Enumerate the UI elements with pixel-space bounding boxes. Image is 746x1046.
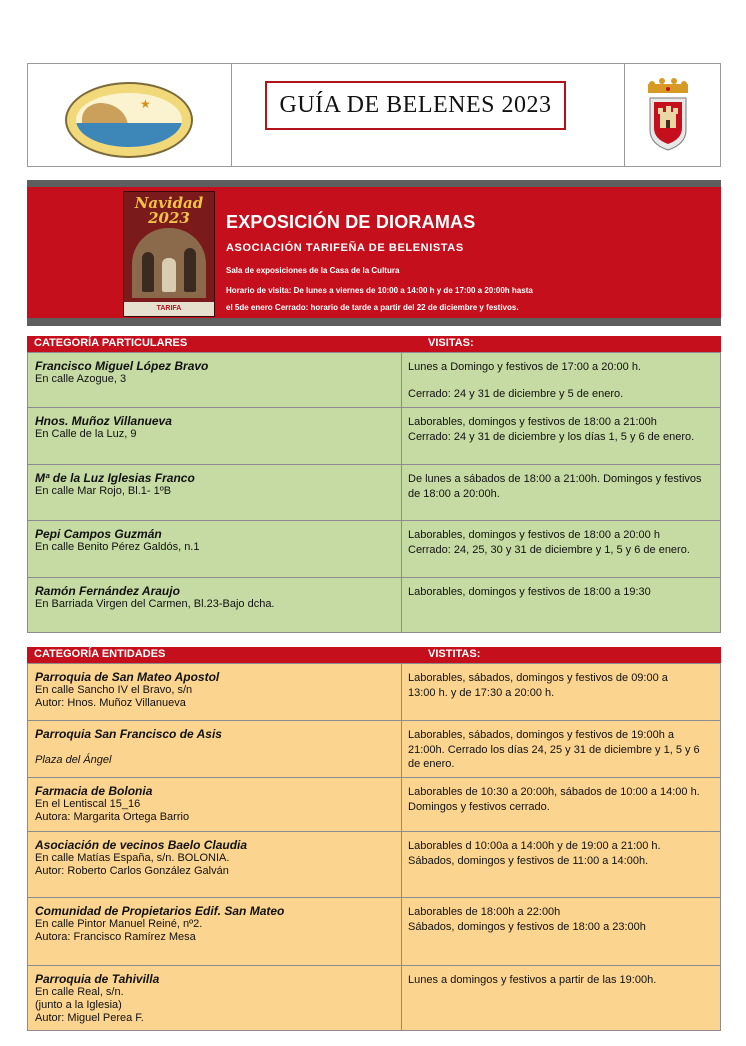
visit-hours-cell xyxy=(402,966,720,1030)
visit-hours xyxy=(408,375,714,387)
location-address: En Calle de la Luz, 9 xyxy=(35,428,137,440)
location-cell xyxy=(28,778,402,831)
coat-of-arms-icon xyxy=(640,78,696,154)
location-address: Autor: Roberto Carlos González Galván xyxy=(35,865,229,877)
table-row xyxy=(28,520,720,577)
visit-hours: Laborables de 10:30 a 20:00h, sábados de 10:00 a 14:00 h. xyxy=(408,786,700,798)
table-row xyxy=(28,831,720,897)
visit-hours: Lunes a Domingo y festivos de 17:00 a 20:00 h. xyxy=(408,361,641,373)
location-name: Francisco Miguel López Bravo xyxy=(35,359,209,373)
table-row xyxy=(28,720,720,777)
banner-venue: Sala de exposiciones de la Casa de la Cultura xyxy=(226,266,400,275)
visit-hours: 21:00h. Cerrado los días 24, 25 y 31 de diciembre y 1, 5 y 6 xyxy=(408,743,700,756)
location-cell xyxy=(28,465,402,520)
table-row xyxy=(28,407,720,464)
location-cell xyxy=(28,966,402,1030)
location-address: Autor: Miguel Perea F. xyxy=(35,1012,144,1024)
location-address: Autora: Margarita Ortega Barrio xyxy=(35,811,190,823)
particulares-table xyxy=(27,352,721,633)
entidades-table xyxy=(27,663,721,1031)
banner-hours: Horario de visita: De lunes a viernes de 10:00 a 14:00 h y de 17:00 a 20:00h hasta xyxy=(226,286,533,295)
visit-hours: 13:00 h. y de 17:30 a 20:00 h. xyxy=(408,686,555,699)
visit-hours-cell xyxy=(402,778,720,831)
visit-hours: Sábados, domingos y festivos de 18:00 a 23:00h xyxy=(408,920,646,933)
poster-footer: TARIFA xyxy=(124,302,214,316)
location-cell xyxy=(28,721,402,777)
christmas-poster xyxy=(123,191,215,317)
visit-hours-cell xyxy=(402,521,720,577)
location-address: En calle Real, s/n. xyxy=(35,986,124,998)
visit-hours: Laborables, domingos y festivos de 18:00 a 21:00h xyxy=(408,416,657,428)
poster-title: Navidad 2023 xyxy=(134,194,204,227)
visit-hours: Laborables, domingos y festivos de 18:00 a 20:00 h xyxy=(408,529,660,541)
association-logo-cell xyxy=(28,64,232,166)
location-address: Autora: Francisco Ramírez Mesa xyxy=(35,931,196,943)
location-cell xyxy=(28,898,402,965)
visit-hours-cell xyxy=(402,578,720,632)
location-address: En el Lentiscal 15_16 xyxy=(35,798,141,810)
location-address: En calle Benito Pérez Galdós, n.1 xyxy=(35,541,200,553)
association-logo xyxy=(65,82,193,158)
location-name: Ramón Fernández Araujo xyxy=(35,584,180,598)
table-row xyxy=(28,897,720,965)
location-name: Pepi Campos Guzmán xyxy=(35,527,162,541)
title-cell xyxy=(232,64,625,166)
visit-hours: de 18:00 a 20:00h. xyxy=(408,487,500,500)
entidades-header xyxy=(27,647,721,663)
banner-hours-cont: el 5de enero Cerrado: horario de tarde a partir del 22 de diciembre y festivos. xyxy=(226,303,519,312)
visits-label: VISTITAS: xyxy=(428,648,481,660)
document-page xyxy=(27,63,721,1031)
exhibition-banner xyxy=(27,187,721,318)
visit-hours: Laborables de 18:00h a 22:00h xyxy=(408,906,561,918)
location-cell xyxy=(28,353,402,407)
table-row xyxy=(28,777,720,831)
location-address: En calle Mar Rojo, Bl.1- 1ºB xyxy=(35,485,172,497)
location-address: En Barriada Virgen del Carmen, Bl.23-Bajo dcha. xyxy=(35,598,275,610)
table-row xyxy=(28,577,720,633)
location-name: Hnos. Muñoz Villanueva xyxy=(35,414,172,428)
table-row xyxy=(28,965,720,1031)
visit-hours-cell xyxy=(402,832,720,897)
location-address: Autor: Hnos. Muñoz Villanueva xyxy=(35,697,186,709)
location-address xyxy=(35,741,394,754)
location-cell xyxy=(28,664,402,720)
location-name: Parroquia de Tahivilla xyxy=(35,972,160,986)
location-cell xyxy=(28,408,402,464)
visit-hours: Lunes a domingos y festivos a partir de las 19:00h. xyxy=(408,974,657,986)
category-title: CATEGORÍA ENTIDADES xyxy=(34,648,166,660)
visit-hours-cell xyxy=(402,353,720,407)
table-row xyxy=(28,663,720,720)
location-cell xyxy=(28,578,402,632)
location-name: Comunidad de Propietarios Edif. San Mateo xyxy=(35,904,285,918)
visit-hours: Laborables, sábados, domingos y festivos de 19:00h a xyxy=(408,729,675,741)
visit-hours: Sábados, domingos y festivos de 11:00 a 14:00h. xyxy=(408,854,649,867)
particulares-header xyxy=(27,336,721,352)
visit-hours: Laborables, sábados, domingos y festivos de 09:00 a xyxy=(408,672,668,684)
visit-hours-cell xyxy=(402,465,720,520)
category-title: CATEGORÍA PARTICULARES xyxy=(34,337,188,349)
visit-hours: Cerrado: 24 y 31 de diciembre y los días 1, 5 y 6 de enero. xyxy=(408,430,695,443)
visit-hours-cell xyxy=(402,721,720,777)
visit-hours: Domingos y festivos cerrado. xyxy=(408,800,550,813)
location-address: En calle Sancho IV el Bravo, s/n xyxy=(35,684,193,696)
location-cell xyxy=(28,521,402,577)
location-address: Plaza del Ángel xyxy=(35,754,112,766)
banner-subtitle: ASOCIACIÓN TARIFEÑA DE BELENISTAS xyxy=(226,242,464,254)
visit-hours: de enero. xyxy=(408,758,455,770)
visits-label: VISITAS: xyxy=(428,337,474,349)
table-row xyxy=(28,352,720,407)
location-name: Parroquia San Francisco de Asis xyxy=(35,727,222,741)
location-address: En calle Azogue, 3 xyxy=(35,373,127,385)
coat-of-arms-cell xyxy=(625,64,720,166)
visit-hours: Laborables, domingos y festivos de 18:00 a 19:30 xyxy=(408,586,651,598)
location-address: En calle Matías España, s/n. BOLONIA. xyxy=(35,852,230,864)
page-title: GUÍA DE BELENES 2023 xyxy=(265,81,566,130)
visit-hours: Laborables d 10:00a a 14:00h y de 19:00 a 21:00 h. xyxy=(408,840,661,852)
visit-hours: De lunes a sábados de 18:00 a 21:00h. Domingos y festivos xyxy=(408,473,702,485)
location-cell xyxy=(28,832,402,897)
location-name: Parroquia de San Mateo Apostol xyxy=(35,670,220,684)
header-table xyxy=(27,63,721,167)
visit-hours: Cerrado: 24, 25, 30 y 31 de diciembre y 1, 5 y 6 de enero. xyxy=(408,543,690,556)
star-icon: ★ xyxy=(140,97,151,111)
location-address: (junto a la Iglesia) xyxy=(35,999,122,1011)
visit-hours-cell xyxy=(402,898,720,965)
visit-hours-cell xyxy=(402,408,720,464)
location-address: En calle Pintor Manuel Reiné, nº2. xyxy=(35,918,203,930)
location-name: Farmacia de Bolonia xyxy=(35,784,153,798)
location-name: Mª de la Luz Iglesias Franco xyxy=(35,471,195,485)
visit-hours-cell xyxy=(402,664,720,720)
banner-title: EXPOSICIÓN DE DIORAMAS xyxy=(226,212,476,232)
table-row xyxy=(28,464,720,520)
location-name: Asociación de vecinos Baelo Claudia xyxy=(35,838,248,852)
visit-hours: Cerrado: 24 y 31 de diciembre y 5 de enero. xyxy=(408,387,624,400)
